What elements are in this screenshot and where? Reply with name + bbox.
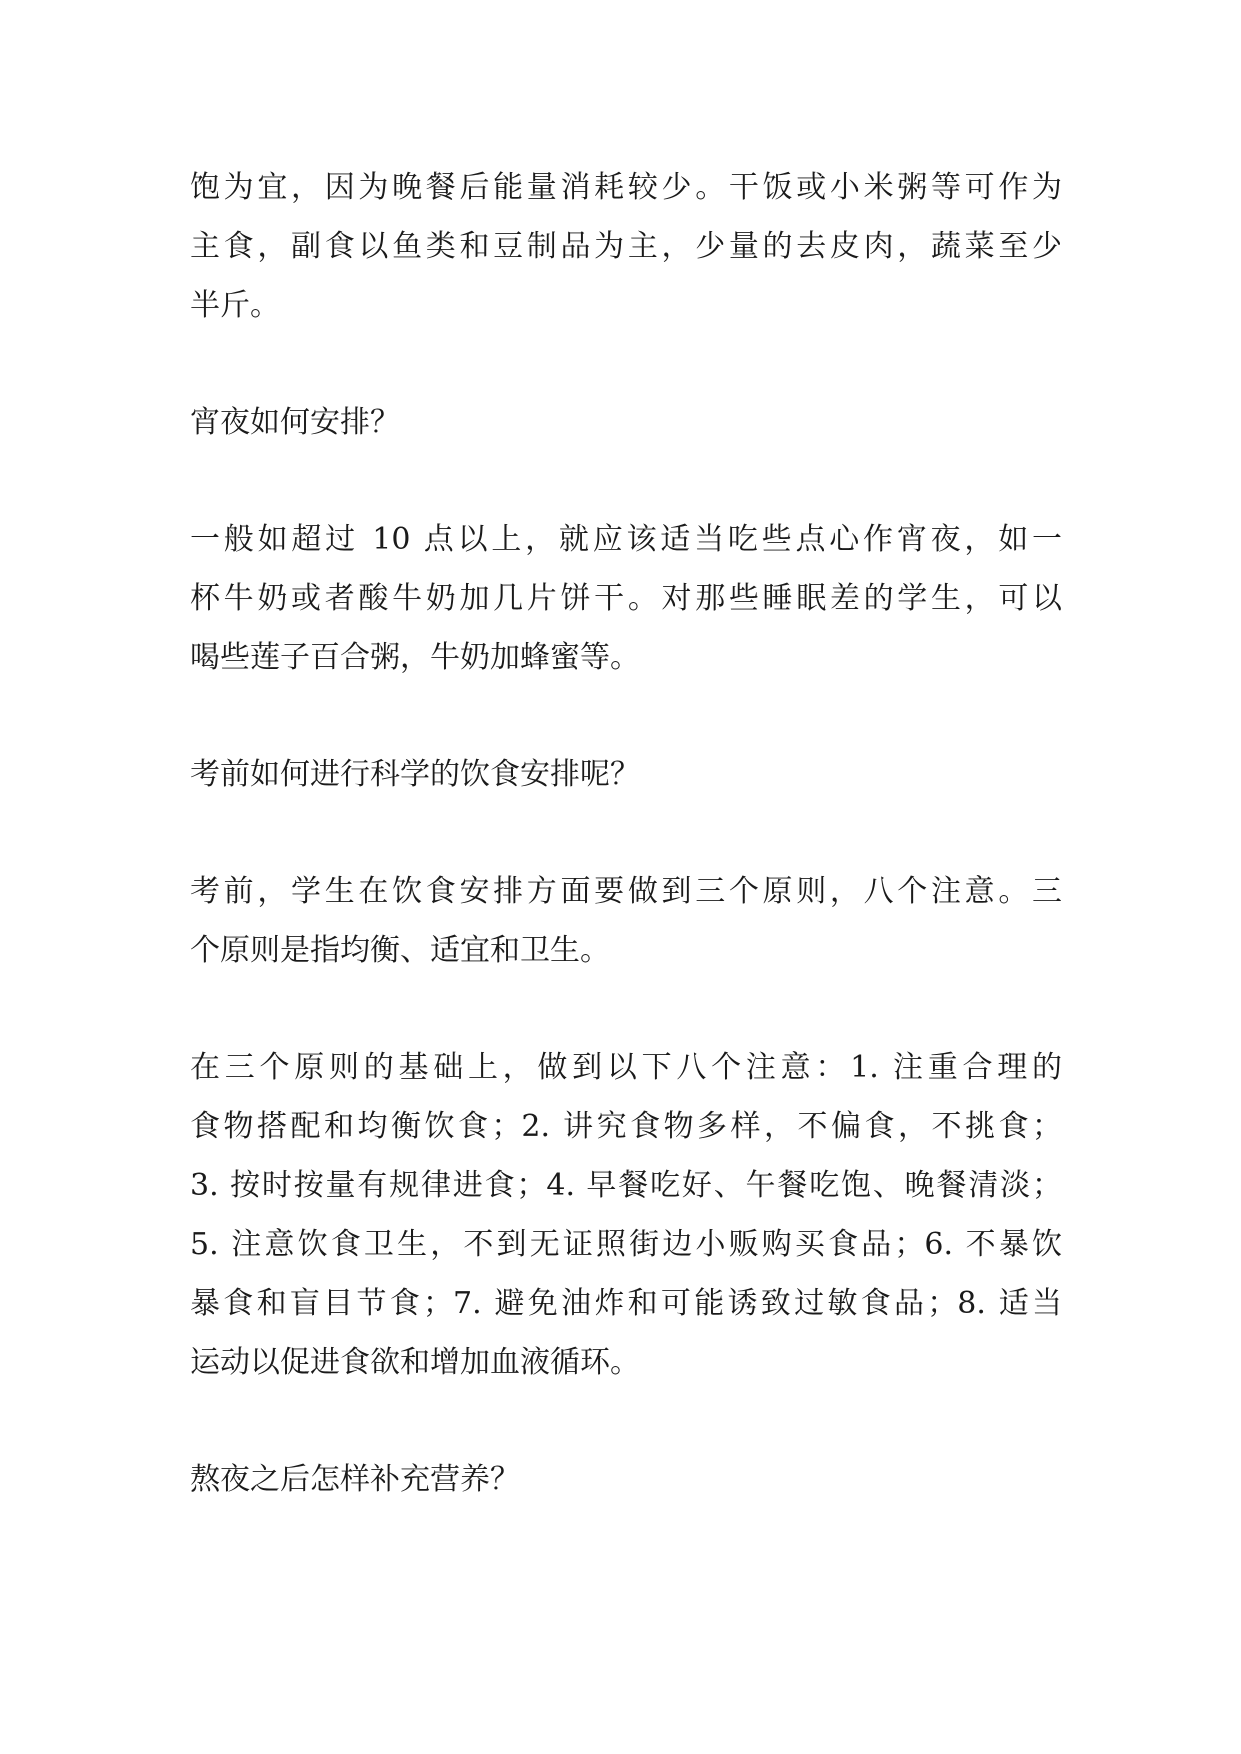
text-column [190, 158, 1062, 1567]
paragraph-three-principles [190, 862, 1062, 980]
text-line: 运动以促进食欲和增加血液循环。 [190, 1345, 640, 1380]
paragraph-dinner-advice [190, 158, 1062, 335]
text-line: 一般如超过 10 点以上，就应该适当吃些点心作宵夜，如一 [190, 522, 1062, 557]
text-line: 在三个原则的基础上，做到以下八个注意：1. 注重合理的 [190, 1050, 1062, 1085]
text-line: 食物搭配和均衡饮食；2. 讲究食物多样，不偏食，不挑食； [190, 1109, 1062, 1144]
heading-text: 熬夜之后怎样补充营养？ [190, 1462, 520, 1497]
heading-late-snack [190, 393, 1062, 452]
text-line: 喝些莲子百合粥，牛奶加蜂蜜等。 [190, 640, 640, 675]
text-line: 个原则是指均衡、适宜和卫生。 [190, 933, 610, 968]
text-line: 3. 按时按量有规律进食；4. 早餐吃好、午餐吃饱、晚餐清淡； [190, 1168, 1062, 1203]
text-line: 考前，学生在饮食安排方面要做到三个原则，八个注意。三 [190, 874, 1062, 909]
text-line: 杯牛奶或者酸牛奶加几片饼干。对那些睡眠差的学生，可以 [190, 581, 1062, 616]
text-line: 半斤。 [190, 288, 280, 323]
heading-text: 宵夜如何安排？ [190, 405, 400, 440]
text-line: 5. 注意饮食卫生，不到无证照街边小贩购买食品；6. 不暴饮 [190, 1227, 1062, 1262]
heading-late-night [190, 1450, 1062, 1509]
heading-text: 考前如何进行科学的饮食安排呢？ [190, 757, 640, 792]
text-line: 主食，副食以鱼类和豆制品为主，少量的去皮肉，蔬菜至少 [190, 229, 1062, 264]
heading-pre-exam [190, 745, 1062, 804]
paragraph-late-snack-advice [190, 510, 1062, 687]
paragraph-eight-notes [190, 1038, 1062, 1392]
text-line: 饱为宜，因为晚餐后能量消耗较少。干饭或小米粥等可作为 [190, 170, 1062, 205]
text-line: 暴食和盲目节食；7. 避免油炸和可能诱致过敏食品；8. 适当 [190, 1286, 1062, 1321]
